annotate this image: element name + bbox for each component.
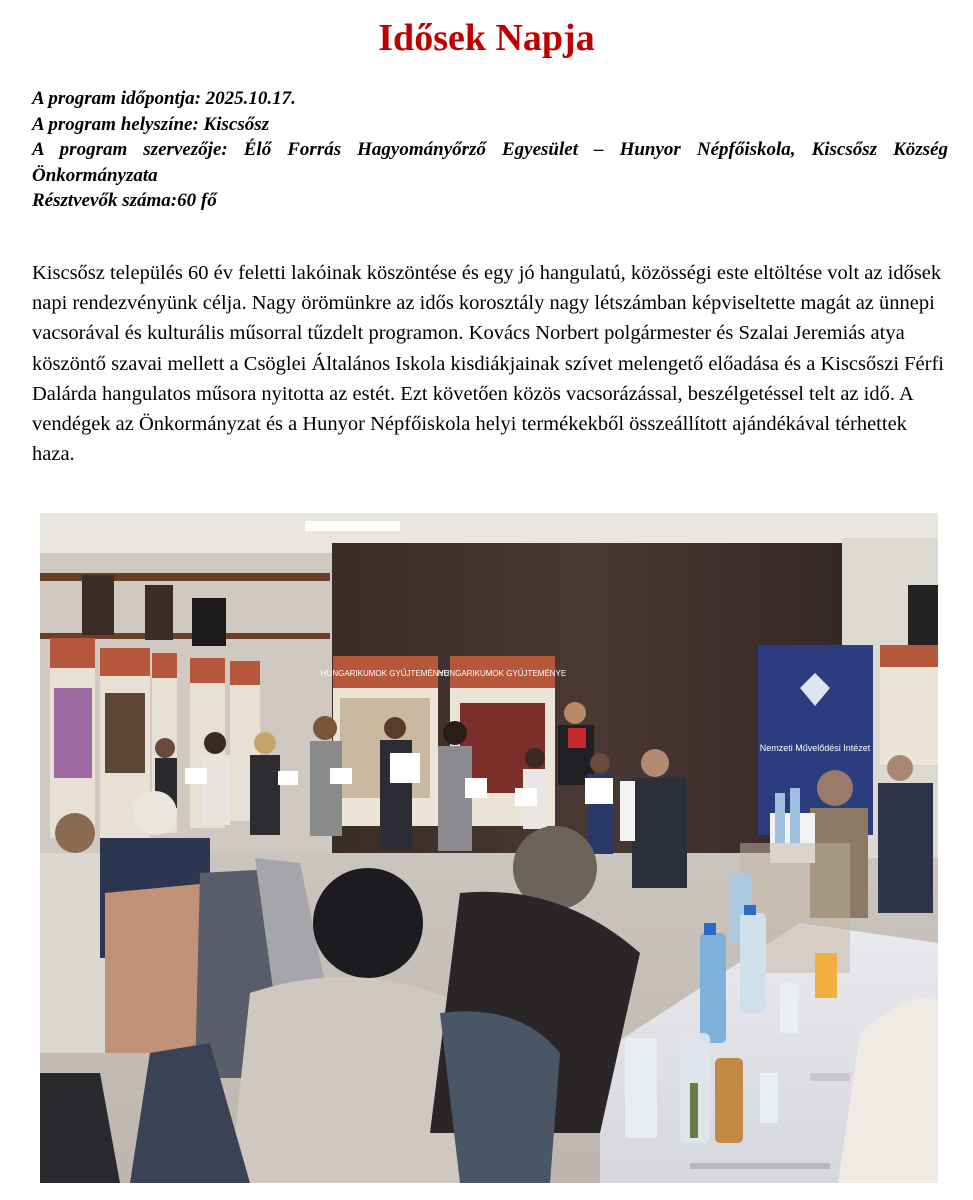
program-date: A program időpontja: 2025.10.17. — [32, 88, 296, 109]
page-title: Idősek Napja — [378, 17, 595, 59]
event-photo — [40, 513, 938, 1183]
banner-blue-label: Nemzeti Művelődési Intézet — [759, 743, 871, 753]
program-location: A program helyszíne: Kiscsősz — [32, 113, 270, 135]
program-details — [32, 86, 948, 214]
program-participants: Résztvevők száma:60 fő — [32, 190, 217, 211]
banner-right-label: HUNGARIKUMOK GYŰJTEMÉNYE — [437, 669, 567, 678]
report-paragraph: Kiscsősz település 60 év feletti lakóinak köszöntése és egy jó hangulatú, közösségi este eltöltése volt az idősek napi rendezvényünk célja. Nagy örömünkre az idős korosztály nagy létszámban képviseltette magát az ünnepi vacsorával és kulturális műsorral tűzdelt programon. Kovács Norbert polgármester és Szalai Jeremiás atya köszöntő szavai mellett a Csöglei Általános Iskola kisdiákjainak szívet melengető előadása és a Kiscsőszi Férfi Dalárda hangulatos műsora nyitotta az estét. Ezt követően közös vacsorázással, beszélgetéssel telt az idő. A vendégek az Önkormányzat és a Hunyor Népfőiskola helyi termékekből összeállított ajándékával térhettek haza. — [32, 262, 944, 466]
banner-left-label: HUNGARIKUMOK GYŰJTEMÉNYE — [320, 669, 450, 678]
program-organizer: A program szervezője: Élő Forrás Hagyományőrző Egyesület – Hunyor Népfőiskola, Kiscsősz Község Önkormányzata — [32, 139, 948, 186]
